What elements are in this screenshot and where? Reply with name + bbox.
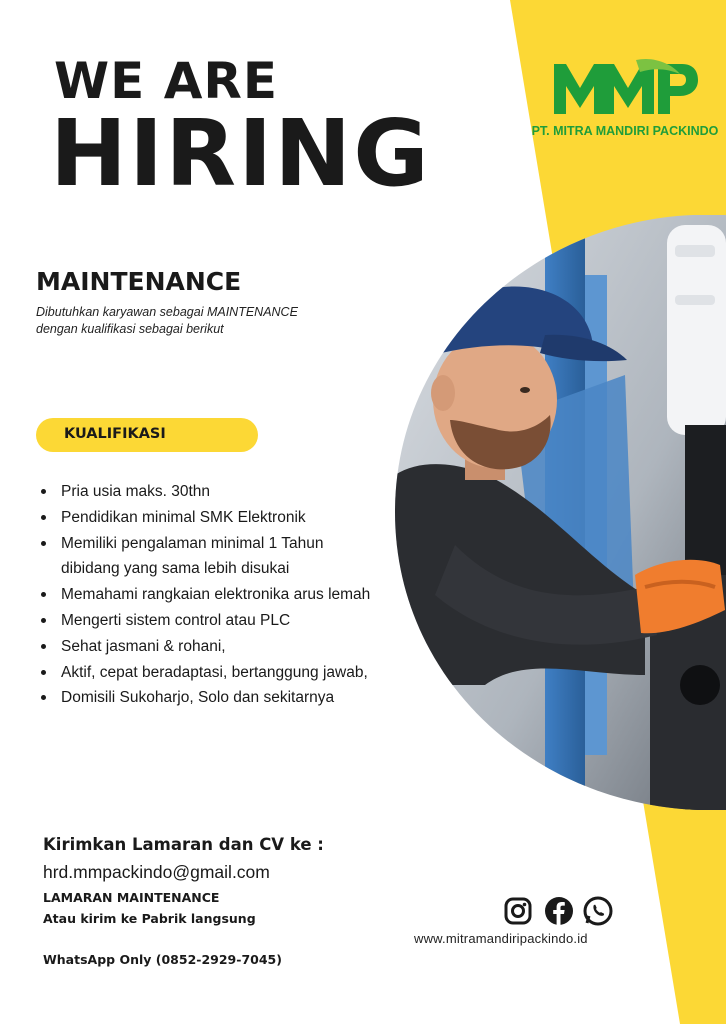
bullet-icon: [41, 515, 46, 520]
alternative-method: Atau kirim ke Pabrik langsung: [43, 911, 256, 926]
qualification-text: Memiliki pengalaman minimal 1 Tahun dibidang yang sama lebih disukai: [61, 534, 324, 578]
bullet-icon: [41, 695, 46, 700]
qualification-text: Memahami rangkaian elektronika arus lemah: [61, 586, 371, 604]
qualification-text: Domisili Sukoharjo, Solo dan sekitarnya: [61, 689, 335, 707]
whatsapp-icon[interactable]: [583, 896, 613, 926]
technician-photo: [395, 215, 726, 810]
mmp-logo-mark: [554, 58, 700, 118]
qualification-text: Sehat jasmani & rohani,: [61, 637, 226, 655]
qualification-text: Pria usia maks. 30thn: [61, 483, 211, 500]
bullet-icon: [41, 644, 46, 649]
job-description-line: dengan kualifikasi sebagai berikut: [36, 322, 224, 336]
headline-we-are: WE ARE: [54, 52, 279, 110]
company-name: PT. MITRA MANDIRI PACKINDO: [531, 124, 719, 138]
apply-heading: Kirimkan Lamaran dan CV ke :: [43, 835, 324, 854]
list-item: [38, 634, 378, 660]
whatsapp-contact[interactable]: WhatsApp Only (0852-2929-7045): [43, 952, 282, 967]
bullet-icon: [41, 592, 46, 597]
list-item: [38, 582, 378, 608]
list-item: [38, 685, 378, 711]
job-description: [36, 304, 356, 338]
headline-hiring: HIRING: [50, 100, 431, 207]
qualifications-pill: [36, 418, 258, 452]
bullet-icon: [41, 670, 46, 675]
company-logo: [530, 58, 720, 148]
facebook-icon[interactable]: [544, 896, 574, 926]
instagram-icon[interactable]: [503, 896, 533, 926]
list-item: [38, 505, 378, 531]
job-description-line: Dibutuhkan karyawan sebagai MAINTENANCE: [36, 305, 298, 319]
email-subject: LAMARAN MAINTENANCE: [43, 890, 220, 905]
list-item: [38, 660, 378, 686]
qualification-text: Mengerti sistem control atau PLC: [61, 611, 291, 629]
qualification-text: Pendidikan minimal SMK Elektronik: [61, 508, 306, 526]
qualifications-list: [38, 479, 378, 711]
email-link[interactable]: hrd.mmpackindo@gmail.com: [43, 862, 270, 882]
bullet-icon: [41, 618, 46, 623]
list-item: [38, 531, 378, 583]
bullet-icon: [41, 489, 46, 494]
list-item: [38, 608, 378, 634]
website-link[interactable]: www.mitramandiripackindo.id: [414, 931, 588, 946]
list-item: [38, 479, 378, 505]
job-title: MAINTENANCE: [36, 267, 242, 296]
qualifications-label: KUALIFIKASI: [64, 426, 166, 442]
bullet-icon: [41, 541, 46, 546]
qualification-text: Aktif, cepat beradaptasi, bertanggung jawab,: [61, 663, 368, 681]
